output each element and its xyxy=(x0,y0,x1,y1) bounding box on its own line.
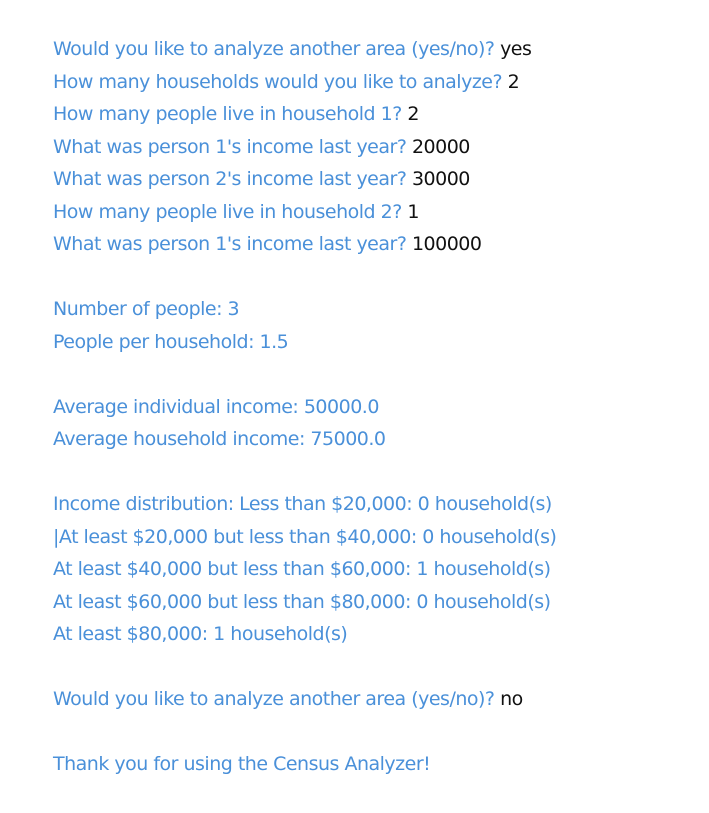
spacer xyxy=(53,456,693,489)
prompt-text: How many households would you like to analyze? xyxy=(53,70,508,93)
result-average-household-income: Average household income: 75000.0 xyxy=(53,428,386,450)
prompt-text: Would you like to analyze another area (yes/no)? xyxy=(53,688,501,710)
closing-message: Thank you for using the Census Analyzer! xyxy=(53,753,431,775)
user-input: 1 xyxy=(407,200,419,223)
user-input: no xyxy=(500,688,523,710)
result-people-per-household: People per household: 1.5 xyxy=(53,330,289,353)
result-number-of-people: Number of people: 3 xyxy=(53,298,240,320)
spacer xyxy=(53,358,693,391)
prompt-line-household-2-people xyxy=(53,196,693,229)
user-input: 2 xyxy=(507,70,520,93)
prompt-line-person-1-income-hh2 xyxy=(53,228,693,261)
console-output xyxy=(53,33,693,781)
user-input: yes xyxy=(500,38,532,60)
user-input: 2 xyxy=(407,103,419,125)
prompt-text: What was person 1's income last year? xyxy=(53,135,412,158)
prompt-text: What was person 2's income last year? xyxy=(53,168,412,190)
prompt-text: How many people live in household 2? xyxy=(53,200,408,223)
user-input: 30000 xyxy=(411,168,470,190)
prompt-line-analyze-area xyxy=(53,33,693,66)
prompt-line-household-1-people xyxy=(53,98,693,131)
user-input: 20000 xyxy=(411,135,470,158)
distribution-line: At least $60,000 but less than $80,000: 0 household(s) xyxy=(53,590,551,613)
spacer xyxy=(53,651,693,684)
prompt-text: How many people live in household 1? xyxy=(53,103,408,125)
result-average-individual-income: Average individual income: 50000.0 xyxy=(53,395,379,418)
distribution-line: At least $40,000 but less than $60,000: 1 household(s) xyxy=(53,558,551,580)
distribution-line: |At least $20,000 but less than $40,000: 0 household(s) xyxy=(53,525,557,548)
distribution-line: At least $80,000: 1 household(s) xyxy=(53,623,348,645)
spacer xyxy=(53,716,693,749)
prompt-text: What was person 1's income last year? xyxy=(53,233,412,255)
prompt-line-analyze-area-final xyxy=(53,683,693,716)
spacer xyxy=(53,261,693,294)
distribution-line: Income distribution: Less than $20,000: 0 household(s) xyxy=(53,493,552,515)
prompt-line-person-2-income xyxy=(53,163,693,196)
user-input: 100000 xyxy=(411,233,482,255)
prompt-line-households-count xyxy=(53,66,693,99)
prompt-text: Would you like to analyze another area (yes/no)? xyxy=(53,38,501,60)
prompt-line-person-1-income xyxy=(53,131,693,164)
